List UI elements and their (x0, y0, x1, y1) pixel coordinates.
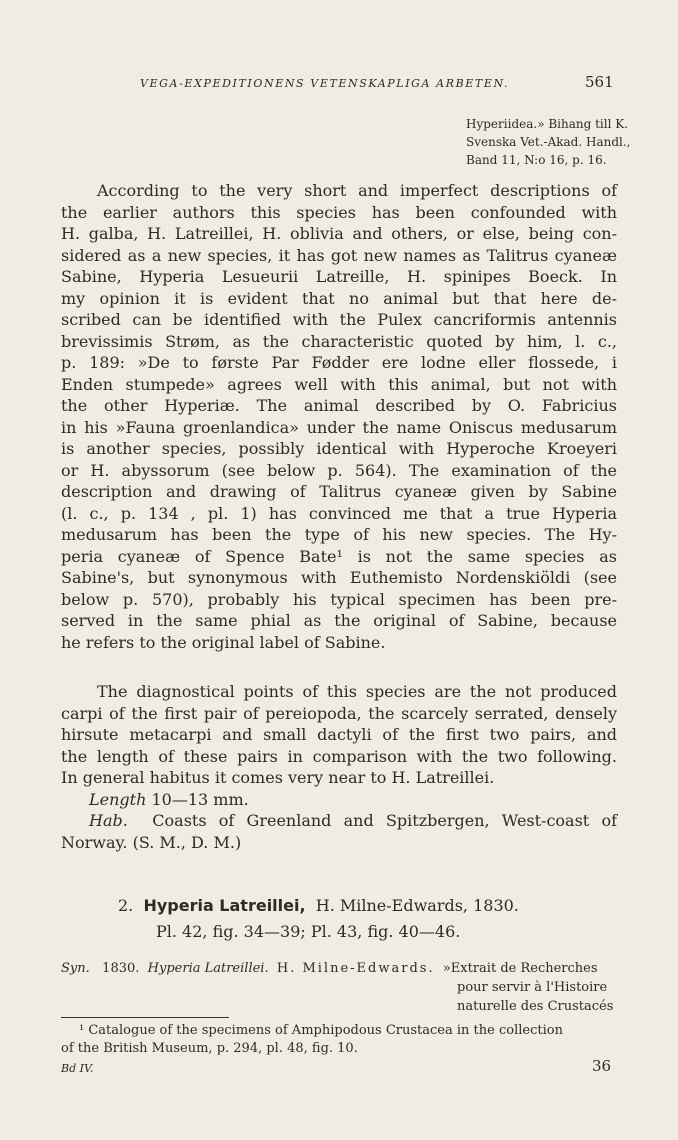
text-line: the other Hyperiæ. The animal described by O. Fabricius (61, 396, 617, 415)
text-line: Sabine, Hyperia Lesueurii Latreille, H. spinipes Boeck. In (61, 267, 617, 286)
footnote-line: of the British Museum, p. 294, pl. 48, fig. 10. (61, 1041, 358, 1056)
syn-label: Syn. (61, 961, 90, 976)
sheet-number: 36 (592, 1057, 612, 1075)
synonymy-block (61, 959, 621, 1016)
page-number: 561 (585, 73, 614, 91)
footnote-divider (61, 1017, 229, 1018)
species-title: Hyperia Latreillei, (143, 896, 306, 915)
paragraph-diagnosis (61, 681, 617, 853)
text-line: below p. 570), probably his typical specimen has been pre- (61, 589, 617, 609)
text-line: Enden stumpede» agrees well with this animal, but not with (61, 374, 617, 394)
plate-reference: Pl. 42, fig. 34—39; Pl. 43, fig. 40—46. (156, 922, 461, 941)
syn-author: H. Milne-Edwards. (276, 961, 435, 976)
habitat-label: Hab. (89, 811, 128, 830)
reference-line: Hyperiidea.» Bihang till K. (466, 117, 629, 131)
length-line (61, 789, 617, 811)
text-line: According to the very short and imperfect descriptions of (97, 181, 617, 200)
text-line: is another species, possibly identical with Hyperoche Kroeyeri (61, 439, 617, 458)
length-value: 10—13 mm. (151, 789, 249, 809)
reference-citation (466, 115, 646, 169)
text-line: hirsute metacarpi and small dactyli of the first two pairs, and (61, 725, 617, 744)
text-line: the earlier authors this species has been confounded with (61, 202, 617, 222)
text-line: sidered as a new species, it has got new names as Talitrus cyaneæ (61, 245, 617, 265)
text-line: The diagnostical points of this species are the not produced (97, 682, 617, 701)
species-heading (118, 896, 519, 915)
syn-name: Hyperia Latreillei. (147, 961, 269, 976)
paragraph-synonymy-discussion (61, 180, 617, 653)
species-number: 2. (118, 896, 134, 915)
syn-year: 1830. (102, 961, 140, 976)
text-line: peria cyaneæ of Spence Bate¹ is not the same species as (61, 546, 617, 566)
text-line: the length of these pairs in comparison with the two following. (61, 746, 617, 766)
text-line: H. galba, H. Latreillei, H. oblivia and others, or else, being con- (61, 224, 617, 243)
text-line: in his »Fauna groenlandica» under the name Oniscus medusarum (61, 417, 617, 437)
text-line: (l. c., p. 134 , pl. 1) has convinced me that a true Hyperia (61, 503, 617, 523)
volume-signature: Bd IV. (61, 1062, 94, 1075)
species-author: H. Milne-Edwards, 1830. (315, 896, 519, 915)
text-line: p. 189: »De to første Par Fødder ere lodne eller flossede, i (61, 353, 617, 372)
syn-ref: »Extrait de Recherches (442, 961, 598, 976)
reference-line: Svenska Vet.-Akad. Handl., (466, 135, 631, 149)
text-line: scribed can be identified with the Pulex cancriformis antennis (61, 310, 617, 329)
footnote-line: ¹ Catalogue of the specimens of Amphipodous Crustacea in the collection (79, 1023, 563, 1038)
synonymy-first-line (61, 959, 621, 978)
text-line: or H. abyssorum (see below p. 564). The examination of the (61, 460, 617, 480)
syn-ref: pour servir à l'Histoire (457, 980, 608, 995)
text-line: he refers to the original label of Sabine. (61, 632, 386, 652)
habitat-line (61, 810, 617, 832)
text-line: medusarum has been the type of his new species. The Hy- (61, 525, 617, 544)
footnote (61, 1022, 621, 1058)
text-line: brevissimis Strøm, as the characteristic quoted by him, l. c., (61, 331, 617, 351)
syn-ref: naturelle des Crustacés (457, 999, 614, 1014)
text-line: served in the same phial as the original of Sabine, because (61, 611, 617, 630)
text-line: my opinion it is evident that no animal but that here de- (61, 288, 617, 308)
text-line: In general habitus it comes very near to H. Latreillei. (61, 768, 495, 787)
text-line: Sabine's, but synonymous with Euthemisto Nordenskiöldi (see (61, 568, 617, 587)
running-head: VEGA-EXPEDITIONENS VETENSKAPLIGA ARBETEN. (140, 77, 510, 90)
text-line: carpi of the first pair of pereiopoda, the scarcely serrated, densely (61, 703, 617, 723)
length-label: Length (89, 789, 147, 809)
habitat-text: Norway. (S. M., D. M.) (61, 832, 242, 852)
text-line: description and drawing of Talitrus cyaneæ given by Sabine (61, 482, 617, 501)
reference-line: Band 11, N:o 16, p. 16. (466, 153, 607, 167)
habitat-text: Coasts of Greenland and Spitzbergen, West-coast of (152, 811, 618, 830)
